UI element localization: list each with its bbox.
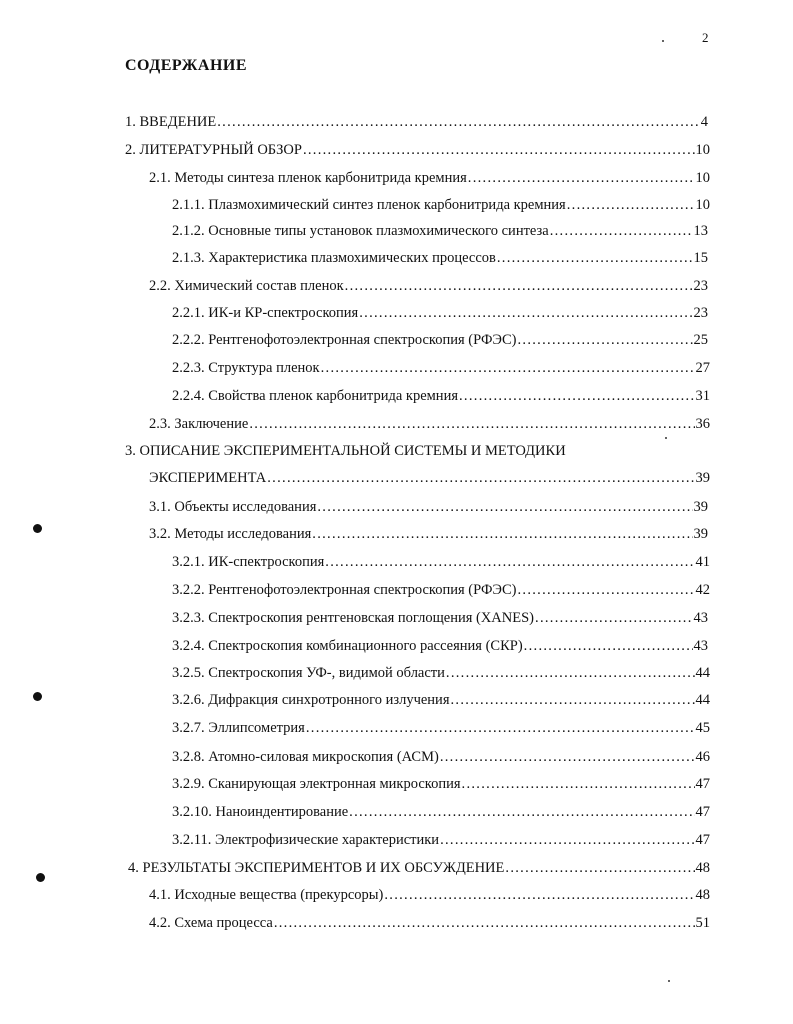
leader-dots [317, 499, 692, 516]
toc-entry-page: 23 [693, 305, 708, 321]
toc-entry-page: 31 [695, 388, 710, 404]
leader-dots [440, 749, 695, 766]
leader-dots [440, 832, 694, 849]
toc-entry [172, 692, 710, 709]
toc-entry-title: 3.2.5. Спектроскопия УФ-, видимой области [172, 665, 445, 681]
toc-entry-title: 3.2.11. Электрофизические характеристики [172, 832, 440, 848]
leader-dots [267, 470, 694, 487]
toc-entry-page: 43 [693, 610, 708, 626]
toc-entry-page: 27 [695, 360, 710, 376]
leader-dots [345, 278, 693, 295]
toc-entry-page: 15 [693, 250, 708, 266]
toc-entry-page: 48 [695, 887, 710, 903]
page-number: 2 [702, 30, 709, 45]
toc-entry [128, 860, 710, 877]
toc-entry-title: 3.2.6. Дифракция синхротронного излучения [172, 692, 450, 708]
toc-entry-page: 41 [695, 554, 710, 570]
scan-speck [665, 437, 667, 439]
leader-dots [567, 197, 695, 214]
toc-entry-page: 47 [695, 804, 710, 820]
toc-entry [149, 887, 710, 904]
toc-entry-title: 2.2. Химический состав пленок [149, 278, 344, 294]
toc-entry-title: 3.2.3. Спектроскопия рентгеновская поглощения (XANES) [172, 610, 535, 626]
toc-entry [172, 332, 708, 349]
toc-entry-page: 39 [695, 470, 710, 486]
toc-entry-title: 4.2. Схема процесса [149, 915, 273, 931]
toc-entry-title: 1. ВВЕДЕНИЕ [125, 114, 217, 130]
toc-entry [125, 443, 710, 460]
leader-dots [217, 114, 700, 131]
toc-entry-page: 39 [693, 499, 708, 515]
binding-hole-mark [33, 524, 42, 533]
toc-entry-title: ЭКСПЕРИМЕНТА [149, 470, 267, 486]
toc-entry [172, 720, 710, 737]
toc-entry [172, 776, 710, 793]
leader-dots [321, 360, 695, 377]
toc-entry-page: 25 [693, 332, 708, 348]
toc-entry-page: 13 [693, 223, 708, 239]
toc-entry-page: 10 [695, 197, 710, 213]
toc-entry [172, 223, 708, 240]
toc-entry-title: 3.2.4. Спектроскопия комбинационного рассеяния (СКР) [172, 638, 523, 654]
leader-dots [524, 638, 693, 655]
toc-entry-title: 2.2.3. Структура пленок [172, 360, 320, 376]
toc-entry-page: 47 [695, 776, 710, 792]
toc-entry [172, 610, 708, 627]
toc-entry [125, 114, 708, 131]
leader-dots [451, 692, 695, 709]
toc-entry-page: 4 [700, 114, 708, 130]
toc-entry-page: 44 [695, 665, 710, 681]
leader-dots [535, 610, 692, 627]
leader-dots [505, 860, 694, 877]
binding-hole-mark [36, 873, 45, 882]
toc-entry-title: 2.2.2. Рентгенофотоэлектронная спектроскопия (РФЭС) [172, 332, 517, 348]
leader-dots [462, 776, 695, 793]
leader-dots [384, 887, 694, 904]
toc-entry-title: 2.1.2. Основные типы установок плазмохимического синтеза [172, 223, 549, 239]
toc-entry [149, 526, 708, 543]
leader-dots [517, 332, 692, 349]
toc-entry [172, 197, 710, 214]
toc-entry-page: 39 [693, 526, 708, 542]
toc-entry-title: 2.2.1. ИК-и КР-спектроскопия [172, 305, 359, 321]
toc-entry-page: 23 [693, 278, 708, 294]
leader-dots [274, 915, 695, 932]
toc-entry-page: 10 [695, 142, 710, 158]
leader-dots [446, 665, 695, 682]
toc-entry [172, 250, 708, 267]
toc-entry [172, 360, 710, 377]
toc-entry-title: 2. ЛИТЕРАТУРНЫЙ ОБЗОР [125, 142, 302, 158]
toc-entry-title: 3.2.10. Наноиндентирование [172, 804, 349, 820]
toc-entry-title: 3.1. Объекты исследования [149, 499, 317, 515]
toc-entry [125, 142, 710, 159]
toc-entry-page: 47 [695, 832, 710, 848]
toc-entry [172, 582, 710, 599]
toc-entry [172, 804, 710, 821]
toc-entry-page: 44 [695, 692, 710, 708]
scan-speck [662, 40, 664, 42]
toc-entry-page: 51 [695, 915, 710, 931]
toc-entry-title: 3.2. Методы исследования [149, 526, 312, 542]
toc-entry-title: 3.2.8. Атомно-силовая микроскопия (АСМ) [172, 749, 439, 765]
toc-entry-page: 43 [693, 638, 708, 654]
leader-dots [349, 804, 694, 821]
page-title: СОДЕРЖАНИЕ [125, 57, 248, 74]
toc-entry-page: 45 [695, 720, 710, 736]
toc-entry [172, 305, 708, 322]
toc-entry-title: 3.2.9. Сканирующая электронная микроскопия [172, 776, 461, 792]
toc-entry-title: 2.2.4. Свойства пленок карбонитрида кремния [172, 388, 458, 404]
leader-dots [312, 526, 692, 543]
toc-entry [149, 470, 710, 487]
toc-entry-title: 4.1. Исходные вещества (прекурсоры) [149, 887, 384, 903]
toc-entry-title: 3.2.2. Рентгенофотоэлектронная спектроскопия (РФЭС) [172, 582, 517, 598]
toc-entry [172, 665, 710, 682]
toc-entry-title: 3.2.1. ИК-спектроскопия [172, 554, 325, 570]
toc-entry-title: 2.3. Заключение [149, 416, 249, 432]
leader-dots [468, 170, 695, 187]
toc-entry [172, 554, 710, 571]
toc-entry-title: 4. РЕЗУЛЬТАТЫ ЭКСПЕРИМЕНТОВ И ИХ ОБСУЖДЕНИЕ [128, 860, 505, 876]
leader-dots [306, 720, 695, 737]
toc-entry [149, 499, 708, 516]
toc-entry-page: 36 [695, 416, 710, 432]
leader-dots [550, 223, 693, 240]
toc-entry-title: 2.1.1. Плазмохимический синтез пленок карбонитрида кремния [172, 197, 566, 213]
toc-entry [172, 749, 710, 766]
leader-dots [497, 250, 693, 267]
leader-dots [359, 305, 692, 322]
leader-dots [303, 142, 695, 159]
toc-entry-title: 3. ОПИСАНИЕ ЭКСПЕРИМЕНТАЛЬНОЙ СИСТЕМЫ И МЕТОДИКИ [125, 443, 566, 459]
toc-entry [172, 638, 708, 655]
toc-entry-title: 3.2.7. Эллипсометрия [172, 720, 305, 736]
toc-entry [172, 832, 710, 849]
binding-hole-mark [33, 692, 42, 701]
toc-entry-page: 48 [695, 860, 710, 876]
toc-entry [172, 388, 710, 405]
toc-entry [149, 170, 710, 187]
toc-entry-page: 42 [695, 582, 710, 598]
toc-entry-title: 2.1.3. Характеристика плазмохимических процессов [172, 250, 496, 266]
leader-dots [517, 582, 694, 599]
toc-entry-page: 10 [695, 170, 710, 186]
leader-dots [459, 388, 695, 405]
toc-entry-title: 2.1. Методы синтеза пленок карбонитрида кремния [149, 170, 467, 186]
leader-dots [249, 416, 694, 433]
scan-speck [668, 980, 670, 982]
toc-entry [149, 416, 710, 433]
toc-entry [149, 915, 710, 932]
leader-dots [325, 554, 694, 571]
toc-entry [149, 278, 708, 295]
toc-entry-page: 46 [695, 749, 710, 765]
